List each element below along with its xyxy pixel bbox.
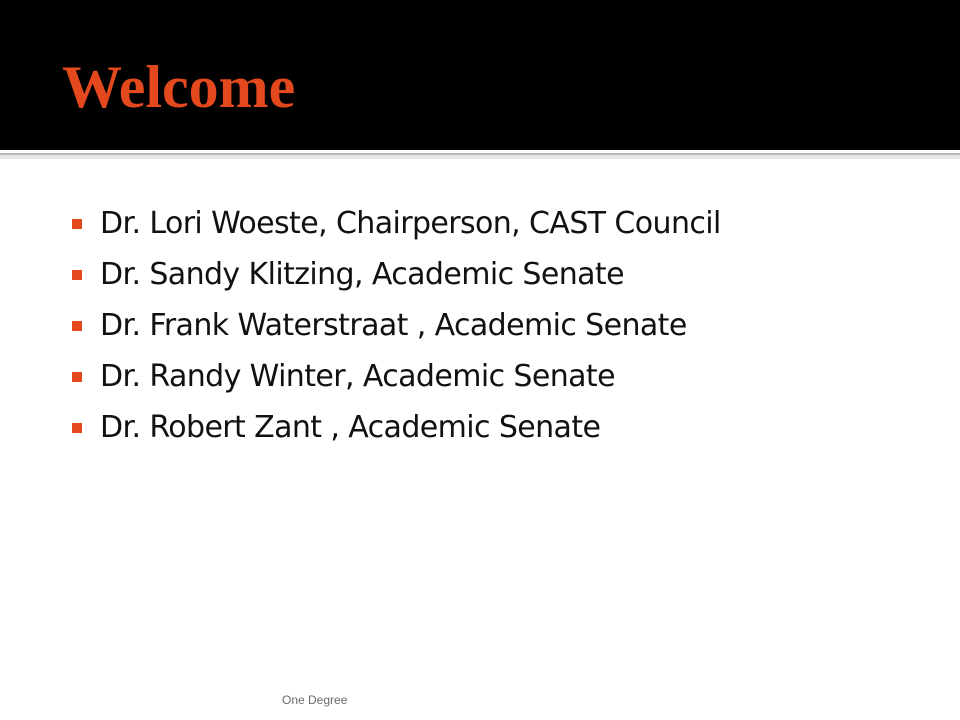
- square-bullet-icon: [72, 321, 82, 331]
- bullet-item: [72, 351, 932, 402]
- square-bullet-icon: [72, 423, 82, 433]
- square-bullet-icon: [72, 270, 82, 280]
- bullet-text: Dr. Randy Winter, Academic Senate: [100, 359, 615, 394]
- slide-title: Welcome: [62, 54, 296, 120]
- bullet-list: [72, 198, 932, 453]
- bullet-text: Dr. Frank Waterstraat , Academic Senate: [100, 308, 687, 343]
- bullet-item: [72, 249, 932, 300]
- bullet-text: Dr. Robert Zant , Academic Senate: [100, 410, 601, 445]
- bullet-text: Dr. Lori Woeste, Chairperson, CAST Council: [100, 206, 721, 241]
- square-bullet-icon: [72, 372, 82, 382]
- bullet-item: [72, 198, 932, 249]
- square-bullet-icon: [72, 219, 82, 229]
- bullet-text: Dr. Sandy Klitzing, Academic Senate: [100, 257, 624, 292]
- slide-footer: One Degree: [282, 693, 348, 707]
- bullet-item: [72, 300, 932, 351]
- title-bar: [0, 0, 960, 150]
- title-divider: [0, 150, 960, 159]
- bullet-item: [72, 402, 932, 453]
